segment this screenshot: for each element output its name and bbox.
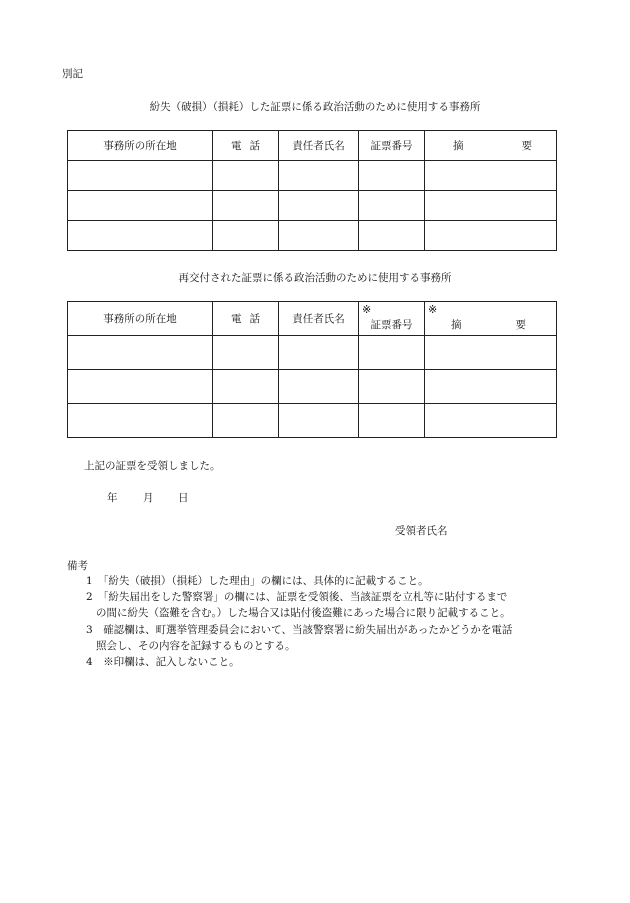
- receiver-name-label: 受領者氏名: [395, 525, 448, 537]
- note-item-continued: 照会し、その内容を記録するものとする。: [96, 640, 296, 652]
- office-table-reissued: [67, 301, 557, 438]
- header-remarks: ※ 摘 要: [425, 302, 557, 336]
- note-item: 2 「紛失届出をした警察署」の欄には、証票を受領後、当該証票を立札等に貼付するまで: [86, 591, 508, 603]
- header-remarks: 摘 要: [425, 131, 557, 161]
- date-month: 月: [143, 492, 154, 504]
- header-location: 事務所の所在地: [68, 302, 213, 336]
- note-item: 3 確認欄は、町選挙管理委員会において、当該警察署に紛失届出があったかどうかを電話: [86, 624, 513, 636]
- note-item: 1 「紛失（破損）（損耗）した理由」の欄には、具体的に記載すること。: [86, 575, 429, 587]
- note-item-continued: の間に紛失（盗難を含む。）した場合又は貼付後盗難にあった場合に限り記載すること。: [96, 607, 511, 619]
- receipt-statement: 上記の証票を受領しました。: [84, 460, 221, 472]
- header-location: 事務所の所在地: [68, 131, 213, 161]
- official-use-mark: ※: [428, 303, 438, 316]
- table-header-row: [68, 131, 557, 161]
- official-use-mark: ※: [362, 303, 372, 316]
- table-row: [68, 221, 557, 251]
- header-phone: 電 話: [213, 131, 279, 161]
- date-year: 年: [107, 492, 118, 504]
- header-cert-number: 証票番号: [359, 131, 425, 161]
- date-day: 日: [178, 492, 189, 504]
- table-header-row: [68, 302, 557, 336]
- header-cert-number: ※ 証票番号: [359, 302, 425, 336]
- table-row: [68, 404, 557, 438]
- table-row: [68, 191, 557, 221]
- office-table-lost: [67, 130, 557, 251]
- table-row: [68, 336, 557, 370]
- notes-heading: 備考: [67, 560, 88, 572]
- table-row: [68, 161, 557, 191]
- header-responsible: 責任者氏名: [279, 131, 359, 161]
- table-row: [68, 370, 557, 404]
- note-item: 4 ※印欄は、記入しないこと。: [86, 656, 240, 668]
- header-phone: 電 話: [213, 302, 279, 336]
- header-responsible: 責任者氏名: [279, 302, 359, 336]
- section2-title: 再交付された証票に係る政治活動のために使用する事務所: [178, 272, 452, 284]
- section1-title: 紛失（破損）（損耗）した証票に係る政治活動のために使用する事務所: [149, 101, 481, 113]
- appendix-label: 別記: [62, 68, 83, 80]
